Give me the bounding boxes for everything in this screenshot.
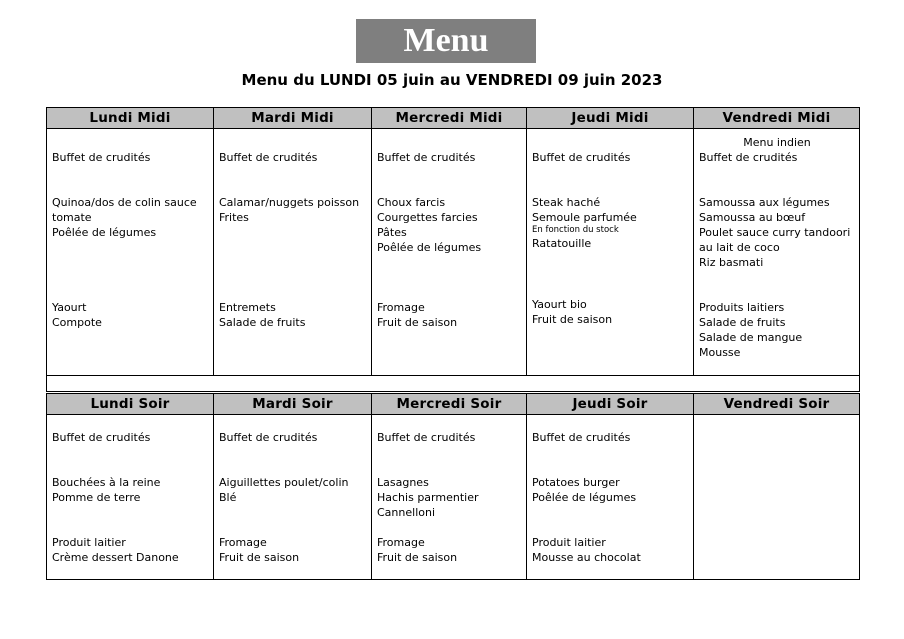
menu-item: Cannelloni xyxy=(377,506,436,519)
theme-note: Menu indien xyxy=(743,136,811,149)
dessert-group xyxy=(52,535,209,565)
cell-vendredi-midi xyxy=(694,129,860,376)
menu-item: Fromage xyxy=(377,536,425,549)
menu-item: Aiguillettes poulet/colin xyxy=(219,476,349,489)
cell-mardi-midi xyxy=(214,129,372,376)
dessert-group xyxy=(219,300,367,330)
menu-item: Samoussa au bœuf xyxy=(699,211,806,224)
menu-item: Quinoa/dos de colin sauce xyxy=(52,196,197,209)
header-mardi-soir: Mardi Soir xyxy=(214,394,372,415)
menu-item: Buffet de crudités xyxy=(52,431,151,444)
header-jeudi-soir: Jeudi Soir xyxy=(527,394,694,415)
main-group xyxy=(52,475,209,505)
menu-item: Mousse xyxy=(699,346,741,359)
starter-group xyxy=(377,430,522,445)
menu-item: Buffet de crudités xyxy=(219,151,318,164)
menu-item: Salade de fruits xyxy=(699,316,786,329)
menu-item: Yaourt bio xyxy=(532,298,587,311)
header-jeudi-midi: Jeudi Midi xyxy=(527,108,694,129)
starter-group xyxy=(52,150,209,165)
starter-group xyxy=(377,150,522,165)
starter-group xyxy=(219,430,367,445)
header-vendredi-soir: Vendredi Soir xyxy=(694,394,860,415)
dinner-menu-table xyxy=(46,393,860,580)
menu-item: Steak haché xyxy=(532,196,601,209)
menu-item: Buffet de crudités xyxy=(219,431,318,444)
cell-mardi-soir xyxy=(214,415,372,580)
main-group xyxy=(377,475,522,520)
menu-item: Buffet de crudités xyxy=(699,151,798,164)
menu-item: Pâtes xyxy=(377,226,407,239)
menu-item: Yaourt xyxy=(52,301,87,314)
header-vendredi-midi: Vendredi Midi xyxy=(694,108,860,129)
main-group xyxy=(699,195,855,270)
menu-item: Poêlée de légumes xyxy=(532,491,637,504)
menu-item: Semoule parfumée xyxy=(532,211,637,224)
menu-item: Buffet de crudités xyxy=(532,151,631,164)
menu-title: Menu xyxy=(356,19,536,63)
cell-jeudi-midi xyxy=(527,129,694,376)
menu-item: Produit laitier xyxy=(52,536,126,549)
starter-group xyxy=(52,430,209,445)
menu-item: Poêlée de légumes xyxy=(52,226,157,239)
main-group xyxy=(219,195,367,225)
cell-mercredi-midi xyxy=(372,129,527,376)
dessert-group xyxy=(699,300,855,360)
dessert-group xyxy=(52,300,209,330)
menu-item: tomate xyxy=(52,211,92,224)
main-group xyxy=(52,195,209,240)
menu-subtitle: Menu du LUNDI 05 juin au VENDREDI 09 juin 2023 xyxy=(241,71,663,89)
cell-jeudi-soir xyxy=(527,415,694,580)
cell-vendredi-soir xyxy=(694,415,860,580)
menu-item: Pomme de terre xyxy=(52,491,141,504)
main-group xyxy=(377,195,522,255)
dessert-group xyxy=(377,535,522,565)
header-lundi-soir: Lundi Soir xyxy=(47,394,214,415)
menu-item: Fromage xyxy=(219,536,267,549)
header-mercredi-soir: Mercredi Soir xyxy=(372,394,527,415)
menu-item: Mousse au chocolat xyxy=(532,551,641,564)
starter-group xyxy=(219,150,367,165)
cell-lundi-soir xyxy=(47,415,214,580)
main-group xyxy=(219,475,367,505)
dessert-group xyxy=(377,300,522,330)
cell-mercredi-soir xyxy=(372,415,527,580)
menu-item: Buffet de crudités xyxy=(377,151,476,164)
menu-item: Produit laitier xyxy=(532,536,606,549)
starter-group xyxy=(532,430,689,445)
lunch-menu-table xyxy=(46,107,860,392)
dessert-group xyxy=(532,297,689,327)
menu-item: Buffet de crudités xyxy=(377,431,476,444)
menu-item: Samoussa aux légumes xyxy=(699,196,830,209)
stock-note: En fonction du stock xyxy=(532,225,619,235)
dessert-group xyxy=(219,535,367,565)
menu-item: Hachis parmentier xyxy=(377,491,479,504)
menu-item: Fruit de saison xyxy=(377,316,458,329)
menu-item: Poulet sauce curry tandoori au lait de coco xyxy=(699,226,851,254)
menu-item: Buffet de crudités xyxy=(52,151,151,164)
starter-group xyxy=(532,150,689,165)
menu-item: Fruit de saison xyxy=(219,551,300,564)
header-mardi-midi: Mardi Midi xyxy=(214,108,372,129)
menu-item: Compote xyxy=(52,316,102,329)
spacer-cell xyxy=(47,376,860,392)
dessert-group xyxy=(532,535,689,565)
cell-lundi-midi xyxy=(47,129,214,376)
menu-item: Potatoes burger xyxy=(532,476,620,489)
menu-item: Salade de fruits xyxy=(219,316,306,329)
menu-item: Lasagnes xyxy=(377,476,429,489)
main-group xyxy=(532,195,689,251)
menu-item: Courgettes farcies xyxy=(377,211,478,224)
menu-item: Crème dessert Danone xyxy=(52,551,179,564)
table-spacer-row xyxy=(47,376,860,392)
menu-item: Produits laitiers xyxy=(699,301,785,314)
menu-item: Poêlée de légumes xyxy=(377,241,482,254)
menu-item: Fruit de saison xyxy=(377,551,458,564)
menu-item: Frites xyxy=(219,211,249,224)
dinner-header-row xyxy=(47,394,860,415)
menu-item: Blé xyxy=(219,491,237,504)
menu-item: Buffet de crudités xyxy=(532,431,631,444)
main-group xyxy=(532,475,689,505)
menu-item: Fruit de saison xyxy=(532,313,613,326)
menu-item: Riz basmati xyxy=(699,256,764,269)
menu-item: Fromage xyxy=(377,301,425,314)
header-lundi-midi: Lundi Midi xyxy=(47,108,214,129)
note-group xyxy=(699,135,855,165)
lunch-header-row xyxy=(47,108,860,129)
menu-item: Choux farcis xyxy=(377,196,446,209)
menu-item: Bouchées à la reine xyxy=(52,476,161,489)
menu-item: Entremets xyxy=(219,301,276,314)
menu-item: Salade de mangue xyxy=(699,331,803,344)
header-mercredi-midi: Mercredi Midi xyxy=(372,108,527,129)
menu-item: Ratatouille xyxy=(532,237,592,250)
menu-item: Calamar/nuggets poisson xyxy=(219,196,360,209)
